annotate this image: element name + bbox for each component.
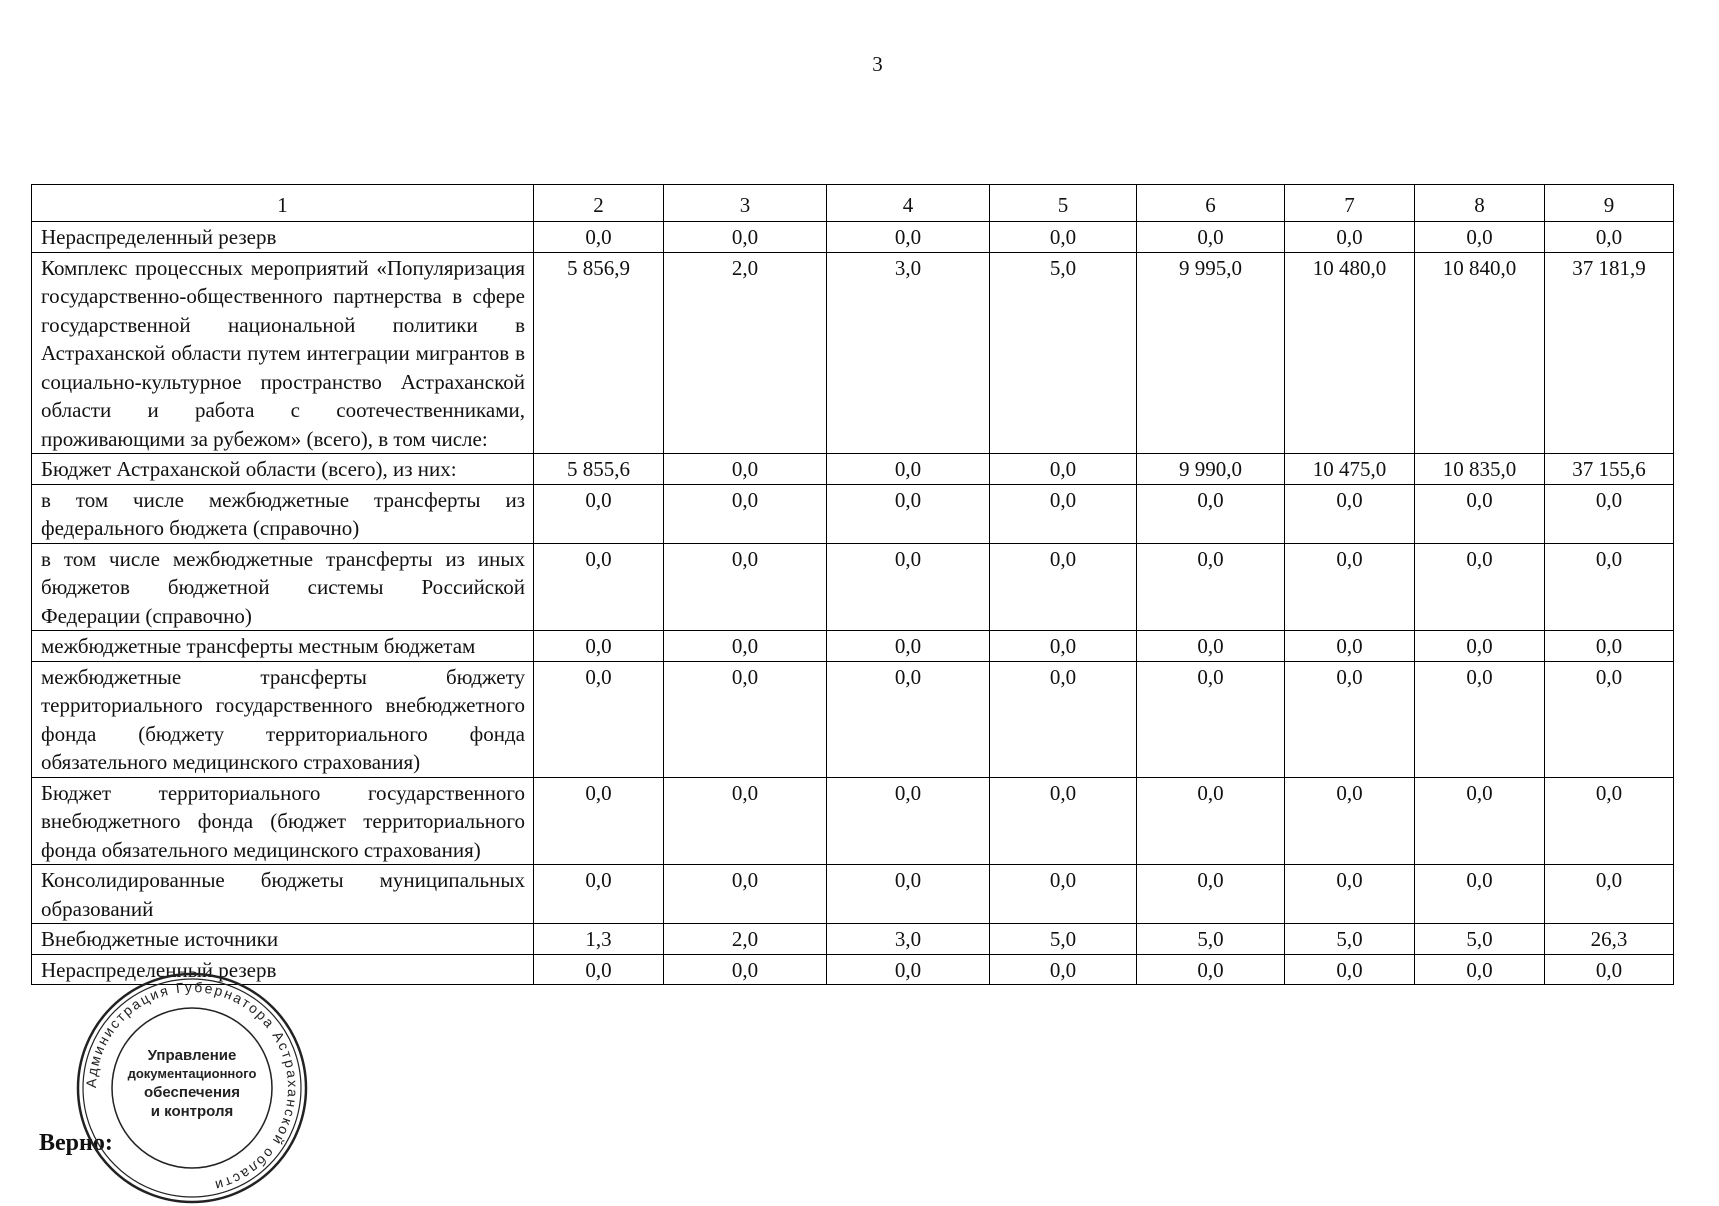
stamp-line: обеспечения	[143, 1084, 241, 1101]
value-cell: 0,0	[664, 631, 827, 662]
row-label: межбюджетные трансферты бюджету территориального государственного внебюджетного фонда (бюджету территориального фонда обязательного медицинского страхования)	[32, 661, 534, 777]
value-cell: 0,0	[990, 484, 1137, 543]
value-cell: 0,0	[827, 661, 990, 777]
value-cell: 0,0	[534, 954, 664, 985]
row-label: Нераспределенный резерв	[32, 222, 534, 253]
value-cell: 0,0	[1137, 222, 1285, 253]
table-row	[32, 631, 1674, 662]
value-cell: 3,0	[827, 924, 990, 955]
table-row	[32, 661, 1674, 777]
value-cell: 0,0	[1415, 661, 1545, 777]
official-stamp	[74, 970, 310, 1206]
header-cell: 4	[827, 185, 990, 222]
value-cell: 10 475,0	[1285, 454, 1415, 485]
header-cell: 2	[534, 185, 664, 222]
value-cell: 0,0	[1285, 954, 1415, 985]
value-cell: 0,0	[1285, 777, 1415, 865]
value-cell: 0,0	[664, 954, 827, 985]
value-cell: 0,0	[1545, 631, 1674, 662]
value-cell: 10 480,0	[1285, 252, 1415, 454]
value-cell: 0,0	[1415, 222, 1545, 253]
value-cell: 0,0	[827, 222, 990, 253]
value-cell: 0,0	[1545, 484, 1674, 543]
value-cell: 0,0	[990, 865, 1137, 924]
value-cell: 5,0	[1285, 924, 1415, 955]
page-number: 3	[872, 52, 883, 76]
value-cell: 0,0	[827, 484, 990, 543]
value-cell: 0,0	[990, 661, 1137, 777]
value-cell: 0,0	[1285, 543, 1415, 631]
value-cell: 0,0	[827, 954, 990, 985]
value-cell: 0,0	[1545, 865, 1674, 924]
verno-label: Верно:	[39, 1130, 113, 1156]
value-cell: 0,0	[827, 454, 990, 485]
value-cell: 5,0	[1415, 924, 1545, 955]
header-cell: 1	[32, 185, 534, 222]
header-cell: 6	[1137, 185, 1285, 222]
row-label: в том числе межбюджетные трансферты из иных бюджетов бюджетной системы Российской Федерации (справочно)	[32, 543, 534, 631]
value-cell: 5,0	[1137, 924, 1285, 955]
header-cell: 3	[664, 185, 827, 222]
value-cell: 0,0	[534, 222, 664, 253]
value-cell: 0,0	[664, 454, 827, 485]
value-cell: 0,0	[1285, 631, 1415, 662]
value-cell: 0,0	[534, 865, 664, 924]
value-cell: 0,0	[1545, 777, 1674, 865]
value-cell: 0,0	[1415, 543, 1545, 631]
value-cell: 26,3	[1545, 924, 1674, 955]
row-label: Консолидированные бюджеты муниципальных образований	[32, 865, 534, 924]
value-cell: 0,0	[664, 865, 827, 924]
value-cell: 0,0	[1137, 865, 1285, 924]
value-cell: 0,0	[1545, 543, 1674, 631]
budget-table	[31, 184, 1674, 985]
table-row	[32, 222, 1674, 253]
value-cell: 0,0	[1137, 543, 1285, 631]
header-cell: 7	[1285, 185, 1415, 222]
value-cell: 2,0	[664, 924, 827, 955]
value-cell: 3,0	[827, 252, 990, 454]
value-cell: 10 840,0	[1415, 252, 1545, 454]
value-cell: 0,0	[990, 954, 1137, 985]
value-cell: 0,0	[827, 543, 990, 631]
header-cell: 8	[1415, 185, 1545, 222]
value-cell: 0,0	[664, 777, 827, 865]
value-cell: 0,0	[990, 777, 1137, 865]
value-cell: 0,0	[1415, 484, 1545, 543]
value-cell: 0,0	[534, 484, 664, 543]
value-cell: 0,0	[1137, 661, 1285, 777]
table-row	[32, 865, 1674, 924]
stamp-line: Управление	[147, 1047, 237, 1064]
stamp-line: и контроля	[150, 1103, 234, 1120]
value-cell: 0,0	[664, 543, 827, 631]
value-cell: 0,0	[664, 484, 827, 543]
stamp-outer-text: Администрация Губернатора Астраханской области	[82, 978, 302, 1195]
value-cell: 0,0	[1137, 484, 1285, 543]
value-cell: 0,0	[827, 865, 990, 924]
value-cell: 0,0	[534, 661, 664, 777]
value-cell: 0,0	[1285, 661, 1415, 777]
value-cell: 0,0	[664, 222, 827, 253]
value-cell: 5 856,9	[534, 252, 664, 454]
value-cell: 0,0	[990, 631, 1137, 662]
value-cell: 0,0	[1545, 954, 1674, 985]
value-cell: 0,0	[827, 777, 990, 865]
value-cell: 0,0	[990, 543, 1137, 631]
value-cell: 0,0	[534, 631, 664, 662]
value-cell: 5 855,6	[534, 454, 664, 485]
value-cell: 37 155,6	[1545, 454, 1674, 485]
row-label: в том числе межбюджетные трансферты из федерального бюджета (справочно)	[32, 484, 534, 543]
value-cell: 9 990,0	[1137, 454, 1285, 485]
value-cell: 2,0	[664, 252, 827, 454]
header-cell: 5	[990, 185, 1137, 222]
table-row	[32, 484, 1674, 543]
row-label: Бюджет территориального государственного внебюджетного фонда (бюджет территориального фонда обязательного медицинского страхования)	[32, 777, 534, 865]
value-cell: 0,0	[1285, 484, 1415, 543]
value-cell: 0,0	[990, 222, 1137, 253]
table-row	[32, 454, 1674, 485]
value-cell: 10 835,0	[1415, 454, 1545, 485]
row-label: Бюджет Астраханской области (всего), из них:	[32, 454, 534, 485]
value-cell: 0,0	[534, 543, 664, 631]
value-cell: 0,0	[1545, 222, 1674, 253]
value-cell: 0,0	[1415, 631, 1545, 662]
value-cell: 0,0	[827, 631, 990, 662]
stamp-line: документационного	[127, 1066, 257, 1081]
table-row	[32, 543, 1674, 631]
value-cell: 0,0	[990, 454, 1137, 485]
table-row	[32, 924, 1674, 955]
value-cell: 1,3	[534, 924, 664, 955]
value-cell: 9 995,0	[1137, 252, 1285, 454]
header-row	[32, 185, 1674, 222]
row-label: Комплекс процессных мероприятий «Популяризация государственно-общественного партнерства в сфере государственной национальной политики в Астраханской области путем интеграции мигрантов в социально-культурное пространство Астраханской области и работа с соотечественниками, проживающими за рубежом» (всего), в том числе:	[32, 252, 534, 454]
table-row	[32, 777, 1674, 865]
value-cell: 5,0	[990, 252, 1137, 454]
value-cell: 0,0	[1545, 661, 1674, 777]
value-cell: 0,0	[1137, 954, 1285, 985]
value-cell: 5,0	[990, 924, 1137, 955]
row-label: межбюджетные трансферты местным бюджетам	[32, 631, 534, 662]
row-label: Нераспределенный резерв	[32, 954, 534, 985]
value-cell: 0,0	[1285, 222, 1415, 253]
budget-table-container	[31, 184, 1674, 985]
value-cell: 0,0	[1415, 865, 1545, 924]
value-cell: 37 181,9	[1545, 252, 1674, 454]
row-label: Внебюджетные источники	[32, 924, 534, 955]
value-cell: 0,0	[1137, 777, 1285, 865]
value-cell: 0,0	[534, 777, 664, 865]
header-cell: 9	[1545, 185, 1674, 222]
value-cell: 0,0	[1415, 777, 1545, 865]
value-cell: 0,0	[1415, 954, 1545, 985]
value-cell: 0,0	[1285, 865, 1415, 924]
value-cell: 0,0	[1137, 631, 1285, 662]
table-row	[32, 252, 1674, 454]
value-cell: 0,0	[664, 661, 827, 777]
